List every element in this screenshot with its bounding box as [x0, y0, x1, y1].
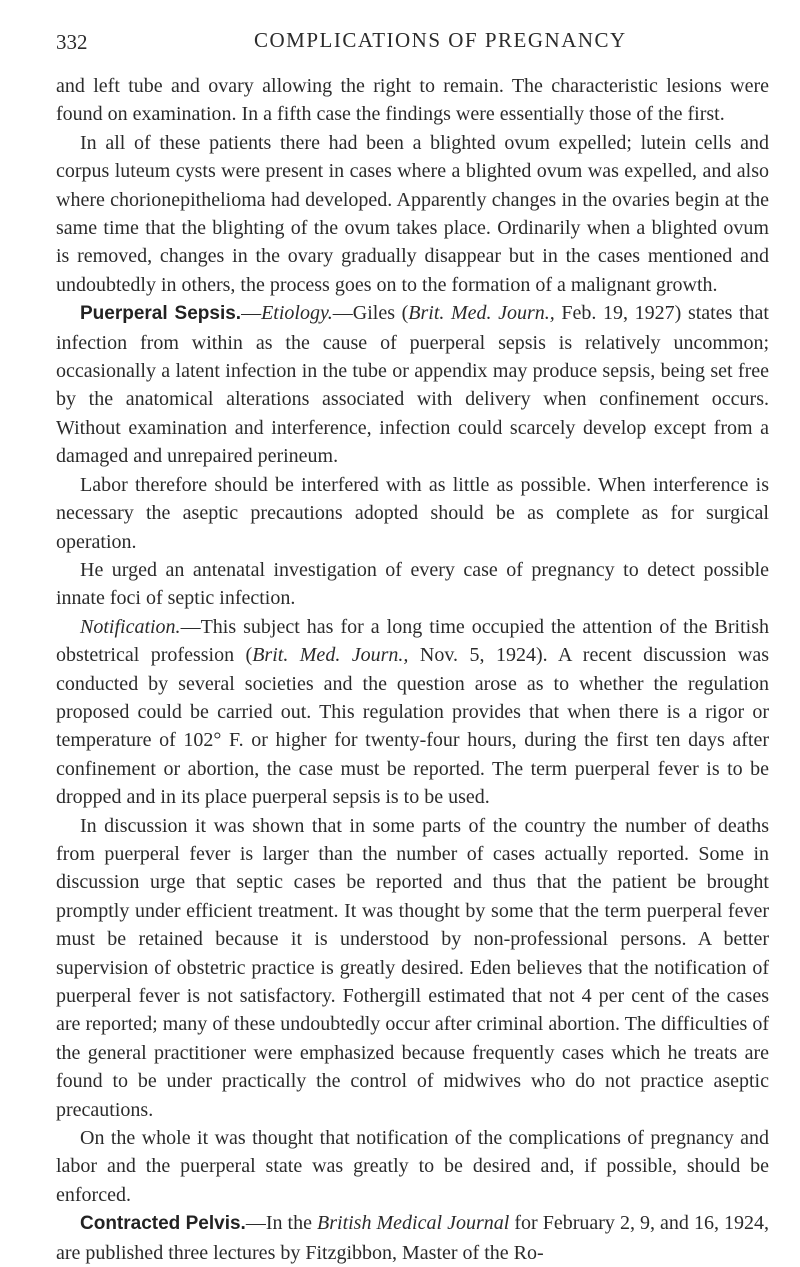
paragraph-2: In all of these patients there had been a blighted ovum expelled; lutein cells and corpus luteum cysts were present in cases where a blighted ovum was expelled, and also where chorionepithelioma had developed. Apparently changes in the ovaries begin at the same time that the blighting of the ovum takes place. Ordinarily when a blighted ovum is removed, changes in the ovary gradually disappear but in the cases mentioned and undoubtedly in others, the process goes on to the formation of a malignant growth. [56, 131, 769, 296]
section-heading-contracted-pelvis: Contracted Pelvis. [80, 1213, 246, 1235]
running-title: COMPLICATIONS OF PREGNANCY [254, 28, 627, 52]
citation-journal: Brit. Med. Journ., [252, 644, 409, 667]
page-number: 332 [56, 30, 88, 54]
paragraph-8: On the whole it was thought that notification of the complications of pregnancy and labor and the puerperal state was greatly to be desired and, if possible, should be enforced. [56, 1127, 769, 1206]
subheading-etiology: Etiology. [261, 302, 333, 325]
text-fragment: for February 2, 9, and 16, 1924, are published three lectures by Fitzgibbon, Master of the Ro- [56, 1212, 770, 1264]
citation-journal: Brit. Med. Journ., [408, 302, 555, 325]
text-fragment: —This subject has for a long time occupied the attention of the British obstetrical profession ( [56, 615, 769, 667]
paragraph-notification [56, 613, 769, 812]
text-fragment: —Giles ( [332, 302, 409, 325]
paragraph-4: Labor therefore should be interfered with as little as possible. When interference is necessary the aseptic precautions adopted should be as complete as for surgical operation. [56, 473, 769, 553]
text-fragment: —In the [245, 1212, 318, 1235]
paragraph-contracted-pelvis [56, 1209, 769, 1267]
page [56, 22, 769, 1267]
paragraph-puerperal-sepsis [56, 299, 769, 470]
dash: — [241, 302, 262, 325]
paragraph-5: He urged an antenatal investigation of every case of pregnancy to detect possible innate foci of septic infection. [56, 558, 769, 610]
running-header [56, 22, 769, 56]
section-heading-puerperal-sepsis: Puerperal Sepsis. [80, 303, 242, 325]
text-fragment: Feb. 19, 1927) states that infection from within as the cause of puerperal sepsis is relatively uncommon; occasionally a latent infection in the tube or appendix may produce sepsis, being set free by the anatomical alterations associated with delivery when confinement occurs. Without examination and interference, infection could scarcely develop except from a damaged and unrepaired perineum. [56, 302, 769, 468]
body-text [56, 72, 769, 1267]
paragraph-1: and left tube and ovary allowing the right to remain. The characteristic lesions were found on examination. In a fifth case the findings were essentially those of the first. [56, 75, 769, 126]
text-fragment: Nov. 5, 1924). A recent discussion was conducted by several societies and the question arose as to whether the regulation proposed could be carried out. This regulation provides that when there is a rigor or temperature of 102° F. or higher for twenty-four hours, during the first ten days after confinement or abortion, the case must be reported. The term puerperal fever is to be dropped and in its place puerperal sepsis is to be used. [56, 644, 769, 809]
subheading-notification: Notification. [80, 615, 181, 638]
citation-journal: British Medical Journal [317, 1212, 510, 1235]
paragraph-7: In discussion it was shown that in some parts of the country the number of deaths from puerperal fever is larger than the number of cases actually reported. Some in discussion urge that septic cases be reported and thus that the patient be brought promptly under efficient treatment. It was thought by some that the term puerperal fever must be retained because it is understood by non-professional persons. A better supervision of obstetric practice is greatly desired. Eden believes that the notification of puerperal fever is not satisfactory. Fothergill estimated that not 4 per cent of the cases are reported; many of these undoubtedly occur after criminal abortion. The difficulties of the general practitioner were emphasized because frequently cases which he treats are found to be under practically the control of midwives who do not practice aseptic precautions. [56, 814, 769, 1121]
